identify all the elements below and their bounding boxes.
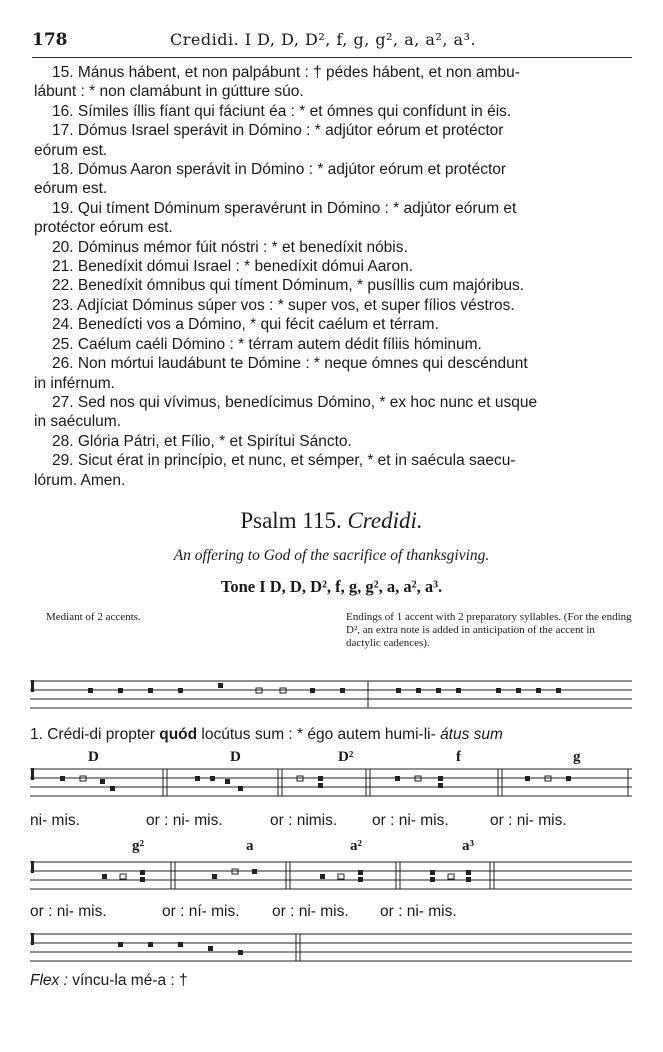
verse-line: 21. Benedíxit dómui Israel : * benedíxit dómui Aaron. [52,258,414,276]
tone-heading: Tone I D, D, D², f, g, g², a, a², a³. [220,577,443,596]
ending-label-g2: g² [132,838,144,854]
verse-line: 28. Glória Pátri, et Fílio, * et Spirítui Sáncto. [52,432,352,450]
verse-line: lórum. Amen. [34,471,126,489]
verse-line: 24. Benedícti vos a Dómino, * qui fécit caélum et térram. [52,316,439,334]
verse-line: 25. Caélum caéli Dómino : * térram autem dédit fíliis hóminum. [52,335,482,353]
ending-label-d-2: D [230,749,241,765]
ending-label-d: D [88,749,99,765]
flex-example: Flex : víncu-la mé-a : † [30,972,188,989]
psalm-incipit: Credidi. [347,508,423,533]
verse-line: eórum est. [34,180,108,198]
staff-1 [30,681,632,708]
verse-line: 23. Adjíciat Dóminus súper vos : * super vos, et super fílios véstros. [52,296,515,314]
verse-line: in saéculum. [34,413,122,431]
psalm-subtitle: An offering to God of the sacrifice of thanksgiving. [173,547,490,564]
ending-syllables-g: or : ni- mis. [490,812,567,829]
ending-label-a3: a³ [462,838,474,854]
staff-2 [30,769,632,796]
verse-line: in inférnum. [34,374,115,392]
ending-syllables-d-2: or : ni- mis. [146,812,223,829]
ending-syllables-d: ni- mis. [30,812,80,829]
staff-4 [30,934,632,961]
example-text: 1. Crédi-di propter quód locútus sum : * égo autem humi-li- átus sum [30,726,503,743]
ending-syllables-a2: or : ni- mis. [272,903,349,920]
clef-mark [31,680,34,692]
ending-syllables-a: or : ní- mis. [162,903,240,920]
verse-line: protéctor eórum est. [34,219,173,237]
running-title: Credidi. I D, D, D², f, g, g², a, a², a³. [170,30,477,49]
verse-line: 17. Dómus Israel sperávit in Dómino : * adjútor eórum et protéctor [52,122,504,140]
mediant-note: Mediant of 2 accents. [46,611,141,623]
staff-2-neumes [31,768,571,791]
ending-label-a2: a² [350,838,362,854]
ending-syllables-d2: or : nimis. [270,812,338,829]
ending-label-d2: D² [338,749,354,765]
verse-line: 20. Dóminus mémor fúit nóstri : * et benedíxit nóbis. [52,238,408,256]
verse-line: 29. Sicut érat in princípio, et nunc, et sémper, * et in saécula saecu- [52,452,516,470]
ending-syllables-a3: or : ni- mis. [380,903,457,920]
ending-label-f: f [456,749,461,765]
ending-syllables-g2: or : ni- mis. [30,903,107,920]
endings-note: Endings of 1 accent with 2 preparatory syllables. (For the ending D², an extra note is added in anticipation of the accent in dactylic cadences). [346,611,632,649]
verse-line: 16. Símiles íllis fíant qui fáciunt éa : * et ómnes qui confídunt in éis. [52,102,512,120]
verse-line: 22. Benedíxit ómnibus qui tíment Dóminum, * pusíllis cum majóribus. [52,277,525,295]
ending-label-g: g [573,749,581,765]
verse-line: 15. Mánus hábent, et non palpábunt : † pédes hábent, et non ambu- [52,64,520,81]
page-number: 178 [32,30,68,50]
verse-line: lábunt : * non clamábunt in gútture súo. [34,83,304,101]
psalm-number: Psalm 115. [240,508,342,533]
ending-syllables-f: or : ni- mis. [372,812,449,829]
verse-line: eórum est. [34,141,108,159]
verse-line: 19. Qui tíment Dóminum speravérunt in Dómino : * adjútor eórum et [52,199,517,217]
ending-label-a: a [246,838,254,854]
staff-1-neumes [31,680,561,693]
verse-line: 18. Dómus Aaron sperávit in Dómino : * adjútor eórum et protéctor [52,161,507,179]
verse-line: 26. Non mórtui laudábunt te Dómine : * neque ómnes qui descéndunt [52,355,528,373]
verse-line: 27. Sed nos qui vívimus, benedícimus Dómino, * ex hoc nunc et usque [52,393,538,411]
